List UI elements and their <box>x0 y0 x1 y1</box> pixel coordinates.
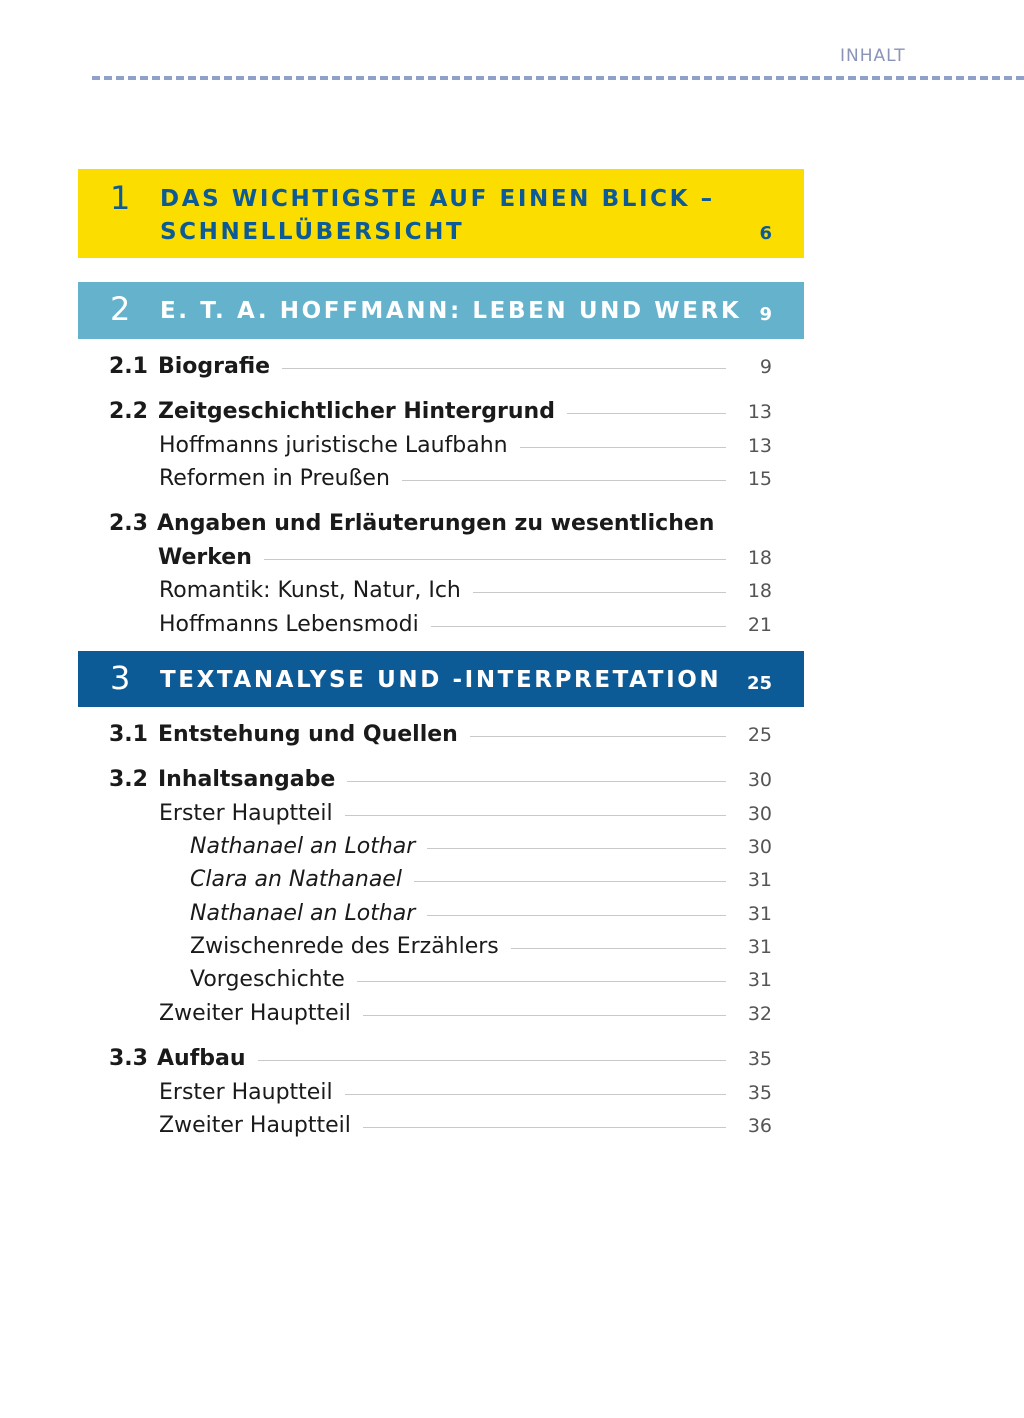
toc-entry-3-2[interactable] <box>78 767 804 797</box>
entry-page: 30 <box>747 836 772 858</box>
section-number: 3.1 <box>109 722 148 747</box>
dot-leader <box>258 1046 726 1061</box>
toc-entry-2-3[interactable] <box>78 511 804 575</box>
entry-page: 30 <box>747 803 772 825</box>
entry-page: 13 <box>747 401 772 423</box>
toc-entry[interactable] <box>78 1080 804 1110</box>
dot-leader <box>402 466 726 481</box>
entry-page: 36 <box>747 1115 772 1137</box>
chapter-number: 3 <box>110 659 131 697</box>
dot-leader <box>567 399 726 414</box>
dot-leader <box>264 545 726 560</box>
toc-entry[interactable] <box>78 801 804 831</box>
entry-label: Inhaltsangabe <box>158 767 336 792</box>
entry-label: Erster Hauptteil <box>159 801 333 826</box>
toc-entry-2-2[interactable] <box>78 399 804 429</box>
entry-label: Hoffmanns Lebensmodi <box>159 612 419 637</box>
entry-label-line-1: Angaben und Erläuterungen zu wesentlichen <box>157 511 715 536</box>
dot-leader <box>473 578 726 593</box>
toc-entry[interactable] <box>78 578 804 608</box>
entry-label: Zweiter Hauptteil <box>159 1001 351 1026</box>
entry-page: 35 <box>747 1048 772 1070</box>
chapter-number: 1 <box>110 179 131 217</box>
entry-page: 15 <box>747 468 772 490</box>
entry-label: Clara an Nathanael <box>190 867 402 892</box>
dot-leader <box>345 801 726 816</box>
entry-label: Erster Hauptteil <box>159 1080 333 1105</box>
dot-leader <box>427 834 726 849</box>
entry-page: 30 <box>747 769 772 791</box>
toc-entry[interactable] <box>78 433 804 463</box>
toc-entry-3-3[interactable] <box>78 1046 804 1076</box>
entry-label: Vorgeschichte <box>190 967 345 992</box>
entry-label: Romantik: Kunst, Natur, Ich <box>159 578 461 603</box>
entry-page: 18 <box>747 580 772 602</box>
entry-page: 21 <box>747 614 772 636</box>
dot-leader <box>345 1080 726 1095</box>
entry-page: 13 <box>747 435 772 457</box>
toc-entry[interactable] <box>78 934 804 964</box>
entry-label: Nathanael an Lothar <box>190 901 416 926</box>
entry-label: Nathanael an Lothar <box>190 834 416 859</box>
entry-page: 35 <box>747 1082 772 1104</box>
entry-label: Entstehung und Quellen <box>158 722 458 747</box>
entry-label: Zweiter Hauptteil <box>159 1113 351 1138</box>
section-number: 3.3 <box>109 1046 148 1071</box>
entry-label-line-2: Werken <box>158 545 252 570</box>
toc-entry[interactable] <box>78 901 804 931</box>
entry-page: 25 <box>747 724 772 746</box>
toc-entry[interactable] <box>78 1113 804 1143</box>
dot-leader <box>414 867 726 882</box>
entry-label: Zeitgeschichtlicher Hintergrund <box>158 399 555 424</box>
entry-page: 9 <box>759 356 772 378</box>
entry-page: 31 <box>747 869 772 891</box>
toc-entry[interactable] <box>78 466 804 496</box>
entry-label: Zwischenrede des Erzählers <box>190 934 499 959</box>
toc-entry[interactable] <box>78 967 804 997</box>
toc-entry[interactable] <box>78 867 804 897</box>
section-number: 2.3 <box>109 511 148 536</box>
dot-leader <box>363 1001 726 1016</box>
section-number: 2.1 <box>109 354 148 379</box>
header-dashed-rule <box>92 76 1024 80</box>
chapter-number: 2 <box>110 290 131 328</box>
section-number: 3.2 <box>109 767 148 792</box>
chapter-2-banner[interactable] <box>78 282 804 339</box>
chapter-title <box>160 183 715 249</box>
entry-label: Biografie <box>158 354 271 379</box>
entry-page: 31 <box>747 969 772 991</box>
entry-page: 32 <box>747 1003 772 1025</box>
entry-page: 18 <box>747 547 772 569</box>
toc-entry[interactable] <box>78 612 804 642</box>
entry-label: Reformen in Preußen <box>159 466 390 491</box>
dot-leader <box>347 767 726 782</box>
toc-entry-3-1[interactable] <box>78 722 804 752</box>
dot-leader <box>363 1113 726 1128</box>
section-number: 2.2 <box>109 399 148 424</box>
chapter-title: E. T. A. HOFFMANN: LEBEN UND WERK <box>160 298 742 324</box>
dot-leader <box>431 612 726 627</box>
dot-leader <box>511 934 726 949</box>
chapter-page: 25 <box>746 673 772 694</box>
chapter-title: TEXTANALYSE UND -INTERPRETATION <box>160 667 722 693</box>
entry-label: Hoffmanns juristische Laufbahn <box>159 433 508 458</box>
dot-leader <box>470 722 726 737</box>
running-head: INHALT <box>840 46 906 66</box>
chapter-title-line-1: DAS WICHTIGSTE AUF EINEN BLICK – <box>160 186 715 212</box>
chapter-3-banner[interactable] <box>78 651 804 707</box>
entry-page: 31 <box>747 936 772 958</box>
toc-entry[interactable] <box>78 1001 804 1031</box>
dot-leader <box>427 901 726 916</box>
entry-label: Aufbau <box>157 1046 246 1071</box>
chapter-page: 6 <box>759 223 772 244</box>
dot-leader <box>357 967 726 982</box>
entry-page: 31 <box>747 903 772 925</box>
toc-entry-2-1[interactable] <box>78 354 804 384</box>
chapter-page: 9 <box>759 304 772 325</box>
chapter-title-line-2: SCHNELLÜBERSICHT <box>160 219 465 245</box>
dot-leader <box>520 433 726 448</box>
toc-entry[interactable] <box>78 834 804 864</box>
chapter-1-banner[interactable] <box>78 169 804 258</box>
dot-leader <box>282 354 726 369</box>
